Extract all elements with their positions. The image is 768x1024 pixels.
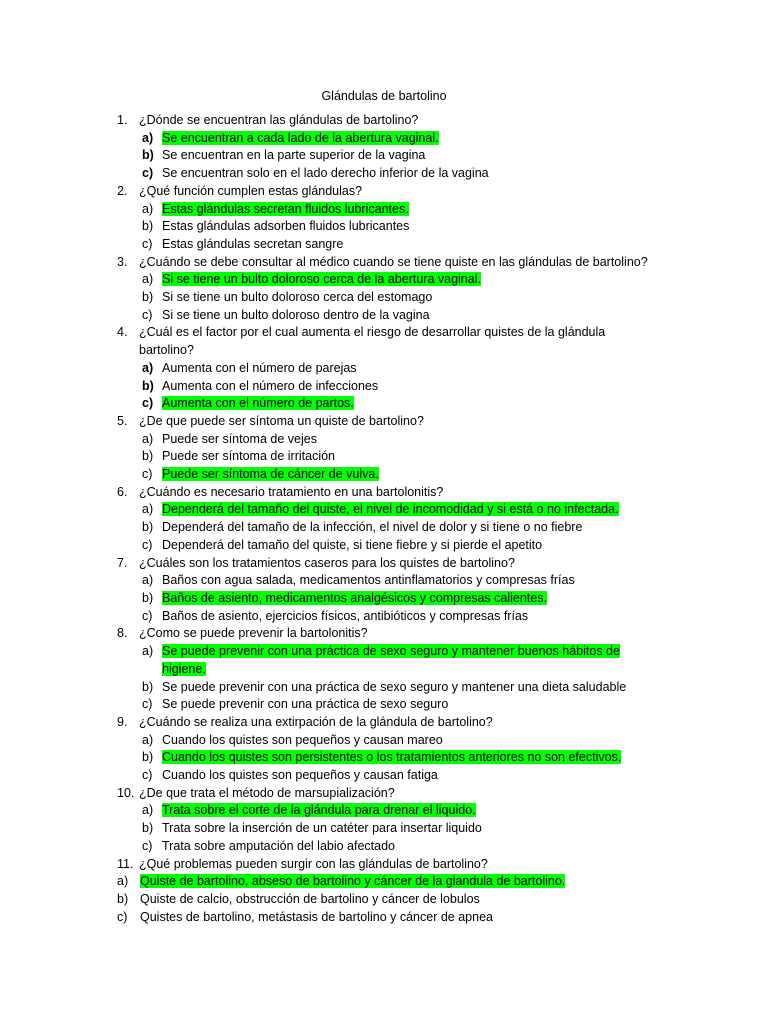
document-title: Glándulas de bartolino bbox=[321, 89, 447, 103]
highlighted-answer-text: Puede ser síntoma de cáncer de vulva. bbox=[162, 467, 379, 482]
answer-letter: a) bbox=[142, 272, 154, 287]
answer-text: Cuando los quistes son pequeños y causan fatiga bbox=[162, 768, 438, 783]
question-line bbox=[0, 785, 768, 803]
question-line bbox=[0, 856, 768, 874]
answer-option-correct bbox=[0, 466, 768, 484]
answer-option-correct bbox=[0, 802, 768, 820]
question-text: ¿Cuándo se realiza una extirpación de la glándula de bartolino? bbox=[139, 714, 493, 729]
answer-letter: c) bbox=[142, 697, 153, 712]
answer-letter: a) bbox=[142, 644, 154, 659]
answer-letter: b) bbox=[142, 590, 154, 605]
answer-list bbox=[0, 501, 768, 554]
answer-text: Puede ser síntoma de irritación bbox=[162, 449, 336, 464]
answer-letter: b) bbox=[142, 449, 154, 464]
question-text: ¿De que puede ser síntoma un quiste de bartolino? bbox=[139, 413, 424, 428]
answer-option bbox=[0, 378, 768, 396]
question-number: 2. bbox=[117, 183, 128, 198]
answer-list bbox=[0, 572, 768, 625]
question-number: 5. bbox=[117, 413, 128, 428]
answer-text: Estas glándulas secretan sangre bbox=[162, 236, 344, 251]
question-item bbox=[0, 555, 768, 626]
highlighted-answer-text: Se puede prevenir con una práctica de sexo seguro y mantener buenos hábitos de higiene. bbox=[162, 644, 620, 676]
answer-text: Baños de asiento, ejercicios físicos, antibióticos y compresas frías bbox=[162, 608, 529, 623]
answer-text: Trata sobre amputación del labio afectado bbox=[162, 838, 396, 853]
answer-list bbox=[0, 802, 768, 855]
answer-list bbox=[0, 360, 768, 413]
question-text: ¿Cuál es el factor por el cual aumenta el riesgo de desarrollar quistes de la glándula bartolino? bbox=[139, 325, 606, 358]
question-item bbox=[0, 785, 768, 856]
highlighted-answer-text: Trata sobre el corte de la glándula para drenar el liquido. bbox=[162, 803, 476, 818]
answer-option bbox=[0, 909, 768, 927]
question-item bbox=[0, 484, 768, 555]
answer-text: Se puede prevenir con una práctica de sexo seguro bbox=[162, 697, 449, 712]
answer-letter: c) bbox=[142, 608, 153, 623]
answer-letter: a) bbox=[117, 874, 129, 889]
highlighted-answer-text: Aumenta con el número de partos. bbox=[162, 396, 354, 411]
answer-option bbox=[0, 696, 768, 714]
answer-letter: a) bbox=[142, 573, 154, 588]
answer-letter: a) bbox=[142, 732, 154, 747]
answer-letter: c) bbox=[142, 236, 153, 251]
highlighted-answer-text: Estas glándulas secretan fluidos lubricantes. bbox=[162, 201, 409, 216]
answer-letter: b) bbox=[142, 750, 154, 765]
answer-option bbox=[0, 519, 768, 537]
question-number: 4. bbox=[117, 325, 128, 340]
answer-list bbox=[0, 271, 768, 324]
answer-option bbox=[0, 218, 768, 236]
question-number: 6. bbox=[117, 484, 128, 499]
answer-option bbox=[0, 679, 768, 697]
question-text: ¿Como se puede prevenir la bartolonitis? bbox=[139, 626, 368, 641]
answer-letter: b) bbox=[142, 148, 154, 163]
answer-text: Aumenta con el número de infecciones bbox=[162, 378, 379, 393]
question-item bbox=[0, 714, 768, 785]
answer-option-correct bbox=[0, 501, 768, 519]
answer-option bbox=[0, 448, 768, 466]
answer-option bbox=[0, 236, 768, 254]
answer-option bbox=[0, 165, 768, 183]
question-line bbox=[0, 484, 768, 502]
question-item bbox=[0, 324, 768, 413]
question-text: ¿Qué función cumplen estas glándulas? bbox=[139, 183, 363, 198]
answer-option bbox=[0, 891, 768, 909]
answer-option-correct bbox=[0, 749, 768, 767]
answer-text: Trata sobre la inserción de un catéter para insertar liquido bbox=[162, 821, 482, 836]
question-line bbox=[0, 413, 768, 431]
answer-list bbox=[0, 643, 768, 714]
question-item bbox=[0, 112, 768, 183]
question-number: 7. bbox=[117, 555, 128, 570]
answer-text: Cuando los quistes son pequeños y causan mareo bbox=[162, 732, 443, 747]
answer-letter: c) bbox=[142, 307, 153, 322]
answer-option bbox=[0, 307, 768, 325]
question-list bbox=[0, 112, 768, 926]
question-text: ¿Cuándo es necesario tratamiento en una bartolonitis? bbox=[139, 484, 444, 499]
answer-option-correct bbox=[0, 643, 768, 678]
highlighted-answer-text: Quiste de bartolino, abseso de bartolino y cáncer de la glandula de bartolino. bbox=[140, 874, 566, 889]
answer-letter: c) bbox=[142, 166, 154, 181]
answer-letter: c) bbox=[142, 768, 153, 783]
answer-list bbox=[0, 732, 768, 785]
answer-text: Se encuentran solo en el lado derecho inferior de la vagina bbox=[162, 166, 489, 181]
answer-letter: c) bbox=[142, 838, 153, 853]
answer-option-correct bbox=[0, 271, 768, 289]
answer-text: Dependerá del tamaño de la infección, el nivel de dolor y si tiene o no fiebre bbox=[162, 520, 583, 535]
question-line bbox=[0, 254, 768, 272]
answer-option-correct bbox=[0, 201, 768, 219]
question-item bbox=[0, 183, 768, 254]
answer-letter: b) bbox=[117, 891, 129, 906]
answer-option bbox=[0, 732, 768, 750]
question-line bbox=[0, 183, 768, 201]
answer-letter: c) bbox=[142, 396, 154, 411]
answer-option-correct bbox=[0, 873, 768, 891]
answer-letter: a) bbox=[142, 431, 154, 446]
answer-option bbox=[0, 820, 768, 838]
answer-letter: b) bbox=[142, 378, 154, 393]
answer-letter: a) bbox=[142, 130, 154, 145]
question-number: 3. bbox=[117, 254, 128, 269]
question-line bbox=[0, 112, 768, 130]
answer-option-correct bbox=[0, 130, 768, 148]
answer-text: Se encuentran en la parte superior de la vagina bbox=[162, 148, 426, 163]
answer-option bbox=[0, 147, 768, 165]
question-text: ¿De que trata el método de marsupialización? bbox=[139, 785, 395, 800]
question-number: 11. bbox=[117, 856, 134, 871]
answer-option bbox=[0, 537, 768, 555]
answer-text: Puede ser síntoma de vejes bbox=[162, 431, 317, 446]
answer-text: Quiste de calcio, obstrucción de bartolino y cáncer de lobulos bbox=[140, 891, 480, 906]
highlighted-answer-text: Baños de asiento, medicamentos analgésicos y compresas calientes. bbox=[162, 590, 547, 605]
answer-option bbox=[0, 608, 768, 626]
question-text: ¿Qué problemas pueden surgir con las glándulas de bartolino? bbox=[139, 856, 488, 871]
question-number: 1. bbox=[117, 113, 128, 127]
question-item bbox=[0, 254, 768, 325]
answer-letter: c) bbox=[117, 909, 128, 924]
question-line bbox=[0, 324, 768, 359]
highlighted-answer-text: Dependerá del tamaño del quiste, el nivel de incomodidad y si está o no infectada. bbox=[162, 502, 619, 517]
answer-letter: b) bbox=[142, 520, 154, 535]
answer-text: Aumenta con el número de parejas bbox=[162, 360, 357, 375]
answer-option bbox=[0, 289, 768, 307]
question-item bbox=[0, 856, 768, 927]
highlighted-answer-text: Se encuentran a cada lado de la abertura vaginal. bbox=[162, 130, 439, 145]
answer-letter: a) bbox=[142, 803, 154, 818]
answer-text: Estas glándulas adsorben fluidos lubricantes bbox=[162, 219, 410, 234]
question-number: 8. bbox=[117, 626, 128, 641]
answer-letter: b) bbox=[142, 821, 154, 836]
question-line bbox=[0, 625, 768, 643]
answer-list bbox=[0, 201, 768, 254]
answer-option bbox=[0, 767, 768, 785]
answer-option bbox=[0, 572, 768, 590]
answer-option-correct bbox=[0, 395, 768, 413]
answer-letter: b) bbox=[142, 679, 154, 694]
question-text: ¿Dónde se encuentran las glándulas de bartolino? bbox=[139, 113, 419, 127]
answer-letter: c) bbox=[142, 537, 153, 552]
answer-option bbox=[0, 431, 768, 449]
answer-option-correct bbox=[0, 590, 768, 608]
question-text: ¿Cuándo se debe consultar al médico cuando se tiene quiste en las glándulas de bartolino? bbox=[139, 254, 648, 269]
answer-text: Si se tiene un bulto doloroso cerca del estomago bbox=[162, 290, 433, 305]
answer-letter: b) bbox=[142, 219, 154, 234]
answer-text: Se puede prevenir con una práctica de sexo seguro y mantener una dieta saludable bbox=[162, 679, 627, 694]
question-text: ¿Cuáles son los tratamientos caseros para los quistes de bartolino? bbox=[139, 555, 515, 570]
answer-text: Baños con agua salada, medicamentos antinflamatorios y compresas frías bbox=[162, 573, 575, 588]
answer-letter: a) bbox=[142, 201, 154, 216]
question-item bbox=[0, 625, 768, 714]
answer-list bbox=[0, 873, 768, 926]
answer-letter: a) bbox=[142, 502, 154, 517]
answer-text: Quistes de bartolino, metástasis de bartolino y cáncer de apnea bbox=[140, 909, 493, 924]
answer-text: Si se tiene un bulto doloroso dentro de la vagina bbox=[162, 307, 430, 322]
answer-list bbox=[0, 431, 768, 484]
answer-list bbox=[0, 130, 768, 183]
question-line bbox=[0, 555, 768, 573]
answer-letter: c) bbox=[142, 467, 153, 482]
answer-text: Dependerá del tamaño del quiste, si tiene fiebre y si pierde el apetito bbox=[162, 537, 543, 552]
highlighted-answer-text: Si se tiene un bulto doloroso cerca de la abertura vaginal. bbox=[162, 272, 481, 287]
answer-letter: a) bbox=[142, 360, 154, 375]
answer-option bbox=[0, 360, 768, 378]
question-number: 10. bbox=[117, 785, 135, 800]
answer-letter: b) bbox=[142, 290, 154, 305]
answer-option bbox=[0, 838, 768, 856]
question-line bbox=[0, 714, 768, 732]
question-item bbox=[0, 413, 768, 484]
question-number: 9. bbox=[117, 714, 128, 729]
highlighted-answer-text: Cuando los quistes son persistentes o los tratamientos anteriores no son efectivos. bbox=[162, 750, 622, 765]
